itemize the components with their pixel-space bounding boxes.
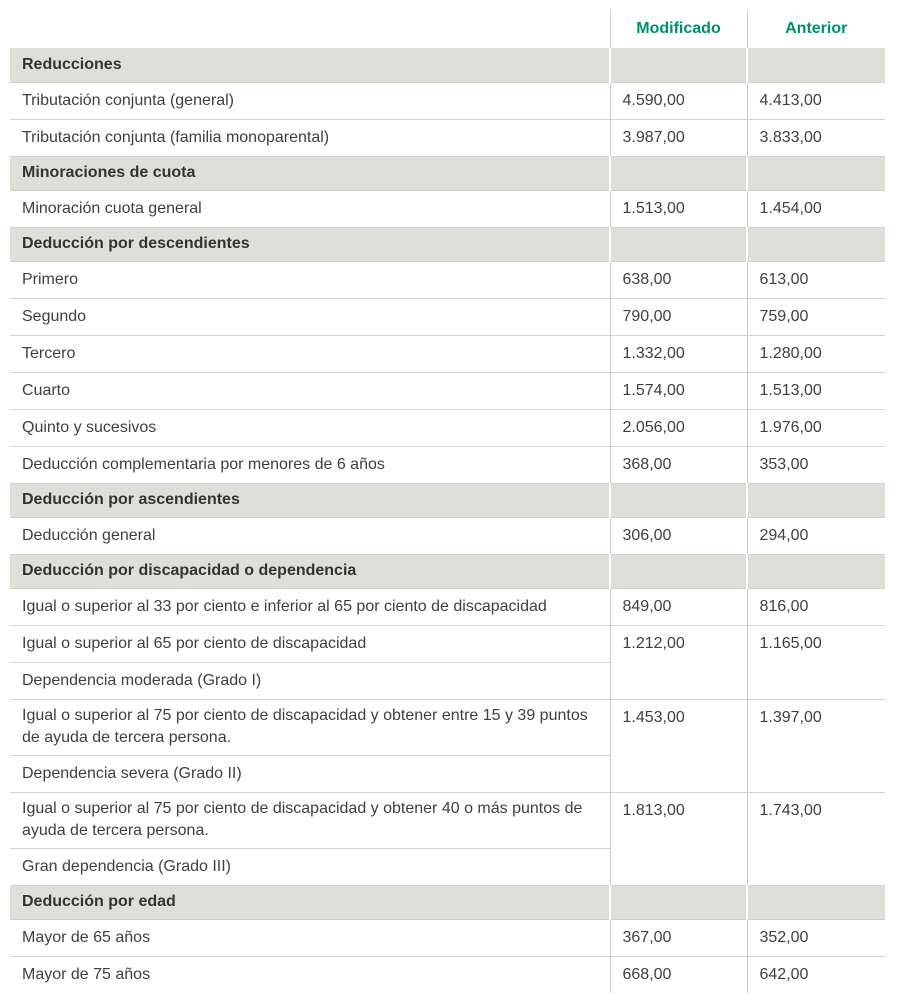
row-label: Igual o superior al 33 por ciento e inferior al 65 por ciento de discapacidad [10,588,610,625]
section-row-discapacidad [10,554,885,588]
value-anterior: 642,00 [747,956,885,993]
table-row [10,190,885,227]
table-row [10,298,885,335]
value-modificado: 2.056,00 [610,409,747,446]
table-row [10,409,885,446]
value-modificado: 306,00 [610,517,747,554]
section-title: Deducción por edad [10,885,610,919]
row-label: Minoración cuota general [10,190,610,227]
section-title: Deducción por discapacidad o dependencia [10,554,610,588]
section-cell-modificado [610,554,747,588]
value-modificado: 638,00 [610,261,747,298]
table-row [10,588,885,625]
section-title: Reducciones [10,48,610,82]
value-anterior: 1.976,00 [747,409,885,446]
section-cell-anterior [747,227,885,261]
section-title: Deducción por descendientes [10,227,610,261]
column-header-modificado: Modificado [610,10,747,48]
value-modificado: 1.453,00 [610,699,747,792]
value-modificado: 367,00 [610,919,747,956]
section-row-edad [10,885,885,919]
section-cell-anterior [747,483,885,517]
value-anterior: 1.454,00 [747,190,885,227]
value-anterior: 816,00 [747,588,885,625]
value-modificado: 1.513,00 [610,190,747,227]
table-row [10,82,885,119]
section-cell-modificado [610,156,747,190]
row-label: Gran dependencia (Grado III) [10,848,610,885]
section-title: Deducción por ascendientes [10,483,610,517]
table-row [10,919,885,956]
value-anterior: 353,00 [747,446,885,483]
section-cell-anterior [747,48,885,82]
row-label: Tributación conjunta (general) [10,82,610,119]
table-row [10,335,885,372]
value-modificado: 668,00 [610,956,747,993]
value-modificado: 790,00 [610,298,747,335]
row-label: Igual o superior al 75 por ciento de discapacidad y obtener entre 15 y 39 puntos de ayuda de tercera persona. [10,699,610,755]
section-row-ascendientes [10,483,885,517]
table-row [10,956,885,993]
value-modificado: 4.590,00 [610,82,747,119]
value-anterior: 759,00 [747,298,885,335]
value-modificado: 1.574,00 [610,372,747,409]
row-label: Igual o superior al 75 por ciento de discapacidad y obtener 40 o más puntos de ayuda de tercera persona. [10,792,610,848]
value-modificado: 1.332,00 [610,335,747,372]
value-modificado: 3.987,00 [610,119,747,156]
row-label: Primero [10,261,610,298]
section-cell-modificado [610,48,747,82]
value-modificado: 849,00 [610,588,747,625]
section-cell-modificado [610,483,747,517]
row-label: Cuarto [10,372,610,409]
row-label: Dependencia severa (Grado II) [10,755,610,792]
row-label: Tercero [10,335,610,372]
row-label: Deducción complementaria por menores de 6 años [10,446,610,483]
row-label: Igual o superior al 65 por ciento de discapacidad [10,625,610,662]
row-label: Quinto y sucesivos [10,409,610,446]
value-anterior: 1.165,00 [747,625,885,699]
value-anterior: 1.397,00 [747,699,885,792]
tax-comparison-table [10,10,885,993]
value-anterior: 1.280,00 [747,335,885,372]
value-anterior: 352,00 [747,919,885,956]
section-row-minoraciones [10,156,885,190]
section-cell-modificado [610,227,747,261]
row-label: Segundo [10,298,610,335]
section-cell-anterior [747,554,885,588]
value-modificado: 1.813,00 [610,792,747,885]
row-label: Mayor de 65 años [10,919,610,956]
value-anterior: 1.513,00 [747,372,885,409]
section-cell-modificado [610,885,747,919]
table-row [10,372,885,409]
table-row [10,446,885,483]
row-label: Deducción general [10,517,610,554]
value-anterior: 294,00 [747,517,885,554]
row-label: Mayor de 75 años [22,965,151,983]
section-cell-anterior [747,885,885,919]
column-header-anterior: Anterior [747,10,885,48]
table-row [10,792,885,848]
value-anterior: 1.743,00 [747,792,885,885]
column-header-empty [10,10,610,48]
row-label: Tributación conjunta (familia monoparental) [10,119,610,156]
table-row [10,261,885,298]
table-row [10,119,885,156]
section-row-reducciones [10,48,885,82]
table-row [10,699,885,755]
table-header-row [10,10,885,48]
value-modificado: 368,00 [610,446,747,483]
value-anterior: 4.413,00 [747,82,885,119]
section-cell-anterior [747,156,885,190]
value-anterior: 3.833,00 [747,119,885,156]
value-anterior: 613,00 [747,261,885,298]
row-label: Dependencia moderada (Grado I) [10,662,610,699]
table-row [10,517,885,554]
table-row [10,625,885,662]
section-title: Minoraciones de cuota [10,156,610,190]
value-modificado: 1.212,00 [610,625,747,699]
section-row-descendientes [10,227,885,261]
